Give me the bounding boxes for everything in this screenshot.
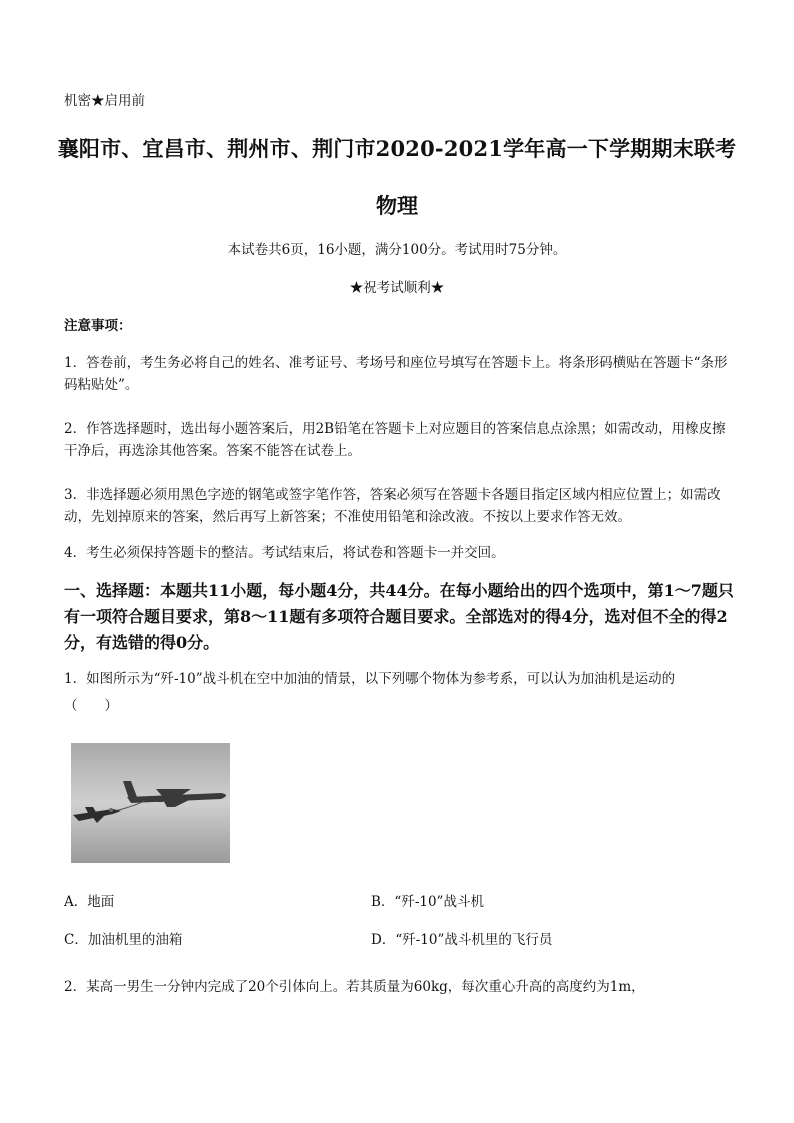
exam-info: 本试卷共6页，16小题，满分100分。考试用时75分钟。 <box>227 242 567 258</box>
notes-heading: 注意事项： <box>64 318 132 334</box>
question-1-stem: 1．如图所示为“歼-10”战斗机在空中加油的情景，以下列哪个物体为参考系，可以认为加油机是运动的 <box>64 671 676 687</box>
note-item-4: 4．考生必须保持答题卡的整洁。考试结束后，将试卷和答题卡一并交回。 <box>64 545 505 561</box>
confidential-label: 机密★启用前 <box>64 93 145 109</box>
question-1-option-b: B．“歼-10”战斗机 <box>371 894 484 910</box>
question-2-stem: 2．某高一男生一分钟内完成了20个引体向上。若其质量为60kg，每次重心升高的高度约为1m， <box>64 979 645 995</box>
note-item-1: 1．答卷前，考生务必将自己的姓名、准考证号、考场号和座位号填写在答题卡上。将条形码横贴在答题卡“条形码粘贴处”。 <box>64 355 728 393</box>
question-1-answer-paren: （ ） <box>64 698 118 714</box>
question-1-option-a: A．地面 <box>64 894 115 910</box>
section-heading: 一、选择题：本题共11小题，每小题4分，共44分。在每小题给出的四个选项中，第1～7题只有一项符合题目要求，第8～11题有多项符合题目要求。全部选对的得4分，选对但不全的得2分，有选错的得0分。 <box>64 581 734 652</box>
refueling-photo <box>71 743 230 863</box>
note-item-3: 3．非选择题必须用黑色字迹的钢笔或签字笔作答，答案必须写在答题卡各题目指定区域内相应位置上；如需改动，先划掉原来的答案，然后再写上新答案；不准使用铅笔和涂改液。不按以上要求作答无效。 <box>64 487 721 525</box>
exam-subject: 物理 <box>376 193 418 218</box>
exam-wish: ★祝考试顺利★ <box>349 280 445 296</box>
question-1-option-c: C．加油机里的油箱 <box>64 932 183 948</box>
question-1-option-d: D．“歼-10”战斗机里的飞行员 <box>371 932 553 948</box>
note-item-2: 2．作答选择题时，选出每小题答案后，用2B铅笔在答题卡上对应题目的答案信息点涂黑；如需改动，用橡皮擦干净后，再选涂其他答案。答案不能答在试卷上。 <box>64 421 726 459</box>
exam-title: 襄阳市、宜昌市、荆州市、荆门市2020-2021学年高一下学期期末联考 <box>57 136 737 161</box>
